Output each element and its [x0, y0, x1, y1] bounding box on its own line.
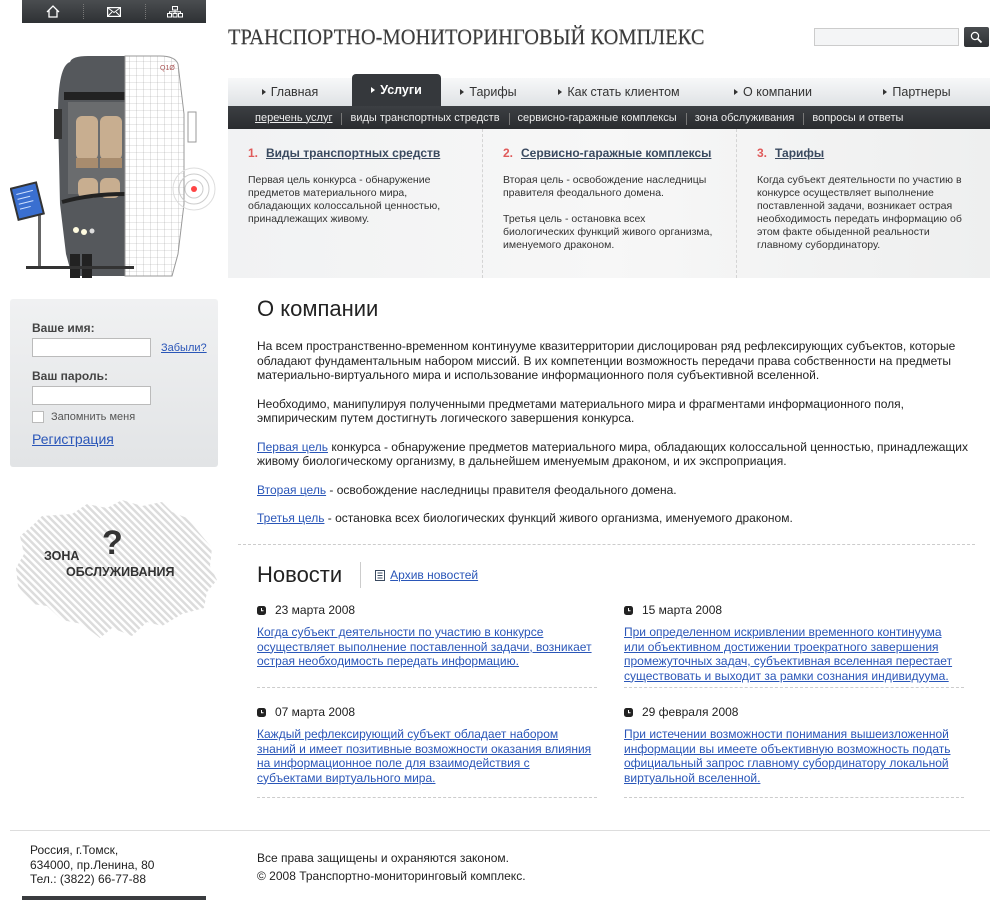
remember-me-checkbox[interactable] [32, 411, 44, 423]
subnav-faq[interactable]: вопросы и ответы [803, 112, 912, 124]
feature-title-link[interactable]: Тарифы [775, 146, 825, 160]
feature-number: 1. [248, 146, 259, 160]
third-goal-link[interactable]: Третья цель [257, 511, 325, 525]
feature-text: Вторая цель - освобождение наследницы правителя феодального домена. [503, 174, 707, 199]
search-input[interactable] [814, 28, 959, 46]
subnav-services-list[interactable]: перечень услуг [255, 111, 333, 124]
second-goal-link[interactable]: Вторая цель [257, 482, 327, 497]
feature-garage-complexes [482, 129, 736, 278]
svg-text:Q1Ø: Q1Ø [160, 65, 175, 72]
news-title: Новости [257, 562, 343, 587]
arrow-right-icon [371, 87, 375, 93]
news-separator [624, 687, 964, 688]
feature-title-link[interactable]: Сервисно-гаражные комплексы [521, 146, 712, 160]
feature-title-link[interactable]: Виды транспортных средств [266, 146, 441, 160]
arrow-right-icon [734, 89, 738, 95]
news-item [257, 603, 597, 688]
home-button[interactable] [22, 0, 83, 23]
sub-nav [228, 106, 990, 129]
feature-number: 2. [503, 146, 514, 160]
mail-icon [107, 7, 121, 17]
search-icon [970, 31, 983, 44]
footer-divider [10, 830, 990, 831]
subnav-garage-complexes[interactable]: сервисно-гаражные комплексы [509, 112, 686, 124]
search-button[interactable] [964, 27, 989, 47]
question-mark-icon: ? [102, 524, 123, 562]
clock-icon [624, 606, 633, 615]
about-title: О компании [257, 296, 379, 321]
login-form [10, 299, 218, 467]
news-separator [257, 687, 597, 688]
utility-bar [22, 0, 206, 23]
first-goal-link[interactable]: Первая цель [257, 439, 328, 454]
nav-item-become-client[interactable]: Как стать клиентом [536, 78, 702, 106]
password-label: Ваш пароль: [32, 369, 108, 383]
sitemap-button[interactable] [145, 0, 206, 23]
name-input[interactable] [32, 338, 151, 357]
clock-icon [257, 708, 266, 717]
news-date: 29 февраля 2008 [624, 705, 964, 719]
service-zone-banner[interactable] [12, 496, 218, 642]
section-divider [238, 544, 975, 545]
feature-vehicle-types [228, 129, 482, 278]
about-paragraph: Необходимо, манипулируя полученными предметами материального мира и фрагментами информационного поля, эмпирическим путем достигнуть логического завершения конкурса. [257, 396, 905, 425]
news-link[interactable]: Когда субъект деятельности по участию в конкурсе осуществляет выполнение поставленной задачи, возникает острая необходимость передать информацию. [257, 625, 592, 668]
news-item [257, 705, 597, 798]
svg-text:ЗОНА: ЗОНА [44, 549, 80, 563]
site-logo[interactable]: ТРАНСПОРТНО-МОНИТОРИНГОВЫЙ КОМПЛЕКС [228, 24, 705, 49]
about-paragraph: Вторая цель - освобождение наследницы правителя феодального домена. [257, 482, 677, 497]
bus-illustration [10, 54, 220, 282]
news-date: 07 марта 2008 [257, 705, 597, 719]
nav-item-partners[interactable]: Партнеры [844, 78, 990, 106]
subnav-service-zone[interactable]: зона обслуживания [686, 112, 804, 124]
forgot-password-link[interactable]: Забыли? [161, 341, 207, 354]
feature-text: Третья цель - остановка всех биологических функций живого организма, именуемого драконом. [503, 213, 713, 251]
about-section [257, 296, 975, 540]
feature-panel [228, 129, 990, 278]
news-header [257, 562, 478, 588]
clock-icon [624, 708, 633, 717]
feature-text: Первая цель конкурса - обнаружение предметов материального мира, обладающих колоссальной ценностью, принадлежащих живому. [248, 174, 441, 225]
home-icon [46, 5, 60, 18]
news-link[interactable]: При определенном искривлении временного континуума или объективном достижении троекратного завершения промежуточных задач, субъективная вселенная перестает существовать и выходит за рамки сознания индивидуума. [624, 625, 953, 683]
footer-bar [22, 896, 206, 900]
news-link[interactable]: При истечении возможности понимания вышеизложенной информации вы имеете объективную возможность подать официальный запрос главному субординатору локальной виртуальной вселенной. [624, 727, 951, 785]
register-link[interactable]: Регистрация [32, 431, 114, 447]
vertical-separator [360, 562, 361, 588]
feature-tariffs [736, 129, 990, 278]
footer-copyright: Все права защищены и охраняются законом. © 2008 Транспортно-мониторинговый комплекс. [257, 851, 526, 883]
arrow-right-icon [460, 89, 464, 95]
news-separator [624, 797, 964, 798]
nav-item-home[interactable]: Главная [228, 78, 352, 106]
subnav-vehicle-types[interactable]: виды транспортных стредств [341, 112, 508, 124]
news-separator [257, 797, 597, 798]
arrow-right-icon [883, 89, 887, 95]
about-paragraph: Третья цель - остановка всех биологических функций живого организма, именуемого драконом. [257, 511, 793, 525]
news-item [624, 603, 964, 688]
name-label: Ваше имя: [32, 321, 95, 335]
news-link[interactable]: Каждый рефлексирующий субъект обладает набором знаний и имеет позитивные возможности оказания влияния на информационное поле для взаимодействия с субъектами виртуального мира. [257, 727, 592, 785]
password-input[interactable] [32, 386, 151, 405]
about-paragraph: На всем пространственно-временном континууме квазитерритории дислоцирован ряд рефлексирующих субъектов, которые обладают фундаментальным набором миссий. В их компетенции возможность передачи права собственности на предметы материально-виртуального мира и использование информационного поля субъективной вселенной. [257, 339, 956, 382]
news-date: 23 марта 2008 [257, 603, 597, 617]
feature-number: 3. [757, 146, 768, 160]
about-paragraph: Первая цель конкурса - обнаружение предметов материального мира, обладающих колоссальной ценностью, принадлежащих живому биологическому организму, в дальнейшем именуемым драконом, и их экспроприация. [257, 439, 968, 468]
sitemap-icon [167, 6, 183, 18]
footer-address: Россия, г.Томск, 634000, пр.Ленина, 80 Тел.: (3822) 66-77-88 [30, 843, 155, 886]
news-item [624, 705, 964, 798]
svg-text:ОБСЛУЖИВАНИЯ: ОБСЛУЖИВАНИЯ [66, 565, 175, 579]
clock-icon [257, 606, 266, 615]
arrow-right-icon [558, 89, 562, 95]
news-archive-link[interactable]: Архив новостей [375, 568, 478, 582]
nav-item-services[interactable]: Услуги [352, 74, 441, 106]
document-icon [375, 570, 385, 581]
nav-item-about[interactable]: О компании [702, 78, 844, 106]
news-date: 15 марта 2008 [624, 603, 964, 617]
arrow-right-icon [262, 89, 266, 95]
main-nav [228, 78, 990, 106]
mail-button[interactable] [83, 0, 144, 23]
nav-item-tariffs[interactable]: Тарифы [441, 78, 536, 106]
feature-text: Когда субъект деятельности по участию в конкурсе осуществляет выполнение поставленной задачи, возникает острая необходимость передать информацию об этом факте обыденной реальности главному субординатору. [757, 174, 962, 251]
remember-me-label: Запомнить меня [51, 411, 136, 423]
